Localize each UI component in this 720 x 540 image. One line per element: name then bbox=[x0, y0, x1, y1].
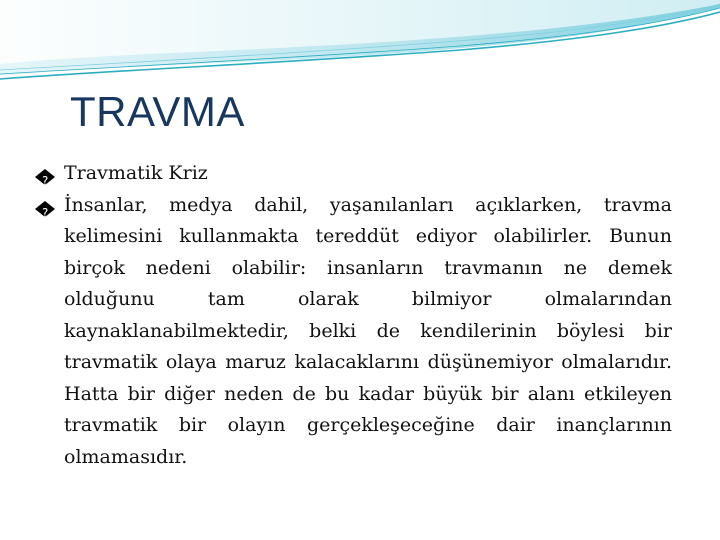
header-wave-decoration bbox=[0, 0, 720, 90]
bullet-item-heading bbox=[34, 158, 672, 190]
bullet-item-paragraph bbox=[34, 190, 672, 474]
bullet-heading-text: Travmatik Kriz bbox=[64, 162, 208, 184]
slide-content bbox=[34, 158, 672, 473]
missing-glyph-icon: ? bbox=[34, 197, 56, 215]
slide-title: TRAVMA bbox=[70, 88, 245, 135]
bullet-paragraph-text: İnsanlar, medya dahil, yaşanılanları açıklarken, travma kelimesini kullanmakta tereddüt ediyor olabilirler. Bunun birçok nedeni olabilir: insanların travmanın ne demek olduğunu tam olarak bilmiyor olmalarından kaynaklanabilmektedir, belki de kendilerinin böylesi bir travmatik olaya maruz kalacaklarını düşünemiyor olmalarıdır. Hatta bir diğer neden de bu kadar büyük bir alanı etkileyen travmatik bir olayın gerçekleşeceğine dair inançlarının olmamasıdır. bbox=[64, 193, 672, 468]
missing-glyph-icon: ? bbox=[34, 165, 56, 183]
